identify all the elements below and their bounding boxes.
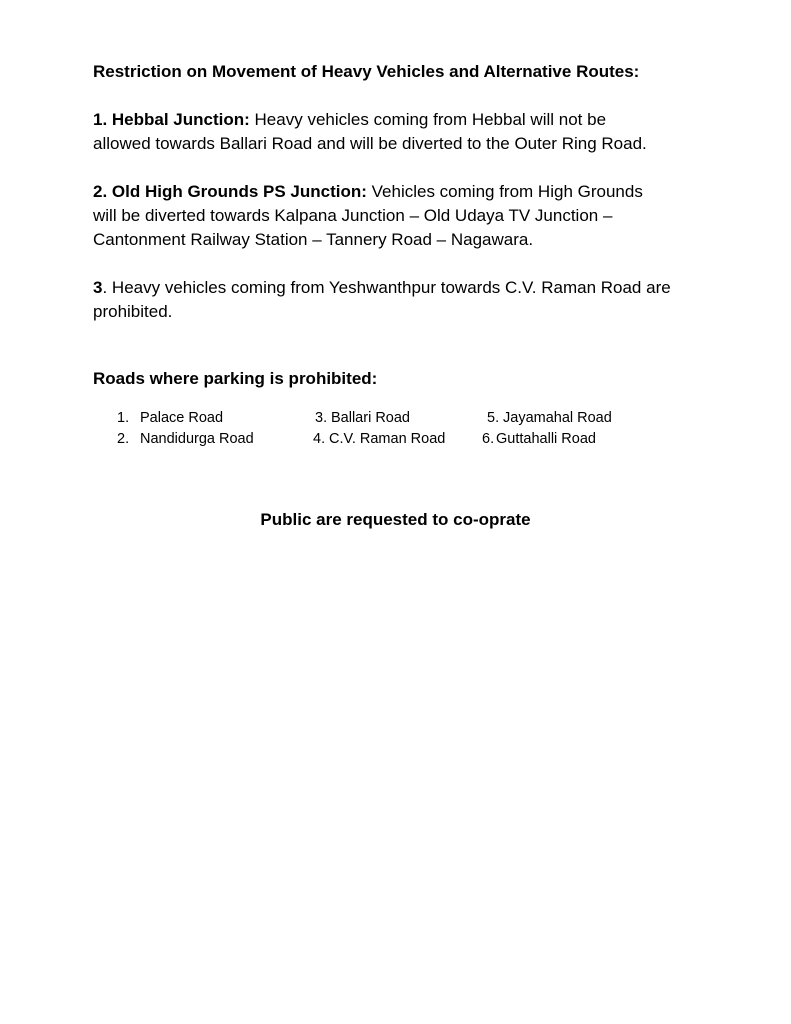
document-title: Restriction on Movement of Heavy Vehicles and Alternative Routes: (93, 62, 640, 81)
list-item (117, 429, 254, 449)
road-name: C.V. Raman Road (329, 431, 446, 447)
point-text: prohibited. (93, 302, 173, 321)
list-number: 3. (315, 410, 328, 426)
point-text: allowed towards Ballari Road and will be diverted to the Outer Ring Road. (93, 134, 647, 153)
list-number: 1. (117, 410, 130, 426)
point-text: . Heavy vehicles coming from Yeshwanthpur towards C.V. Raman Road are (102, 278, 671, 297)
point-text: Heavy vehicles coming from Hebbal will not be (254, 110, 607, 129)
list-number: 2. (117, 431, 130, 447)
public-request-notice: Public are requested to co-oprate (260, 510, 531, 529)
list-number: 6. (482, 431, 495, 447)
point-line (93, 276, 713, 300)
point-text: Vehicles coming from High Grounds (371, 182, 643, 201)
parking-heading: Roads where parking is prohibited: (93, 369, 378, 388)
point-line (93, 180, 713, 204)
point-line (93, 108, 713, 132)
road-name: Nandidurga Road (140, 431, 254, 447)
list-item (117, 408, 223, 428)
list-number: 5. (487, 410, 500, 426)
list-item (482, 429, 596, 449)
list-item (315, 408, 410, 428)
point-yeshwanthpur (93, 276, 713, 324)
list-item (487, 408, 612, 428)
list-item (313, 429, 445, 449)
point-text: will be diverted towards Kalpana Junction – Old Udaya TV Junction – (93, 206, 613, 225)
list-number: 4. (313, 431, 326, 447)
road-name: Ballari Road (331, 410, 410, 426)
road-name: Palace Road (140, 410, 224, 426)
point-label: 3 (93, 278, 103, 297)
point-text: Cantonment Railway Station – Tannery Road – Nagawara. (93, 230, 534, 249)
road-name: Guttahalli Road (496, 431, 596, 447)
point-old-high-grounds-junction (93, 180, 713, 252)
road-name: Jayamahal Road (503, 410, 612, 426)
point-label: 1. Hebbal Junction: (93, 110, 250, 129)
point-hebbal-junction (93, 108, 713, 156)
point-label: 2. Old High Grounds PS Junction: (93, 182, 367, 201)
